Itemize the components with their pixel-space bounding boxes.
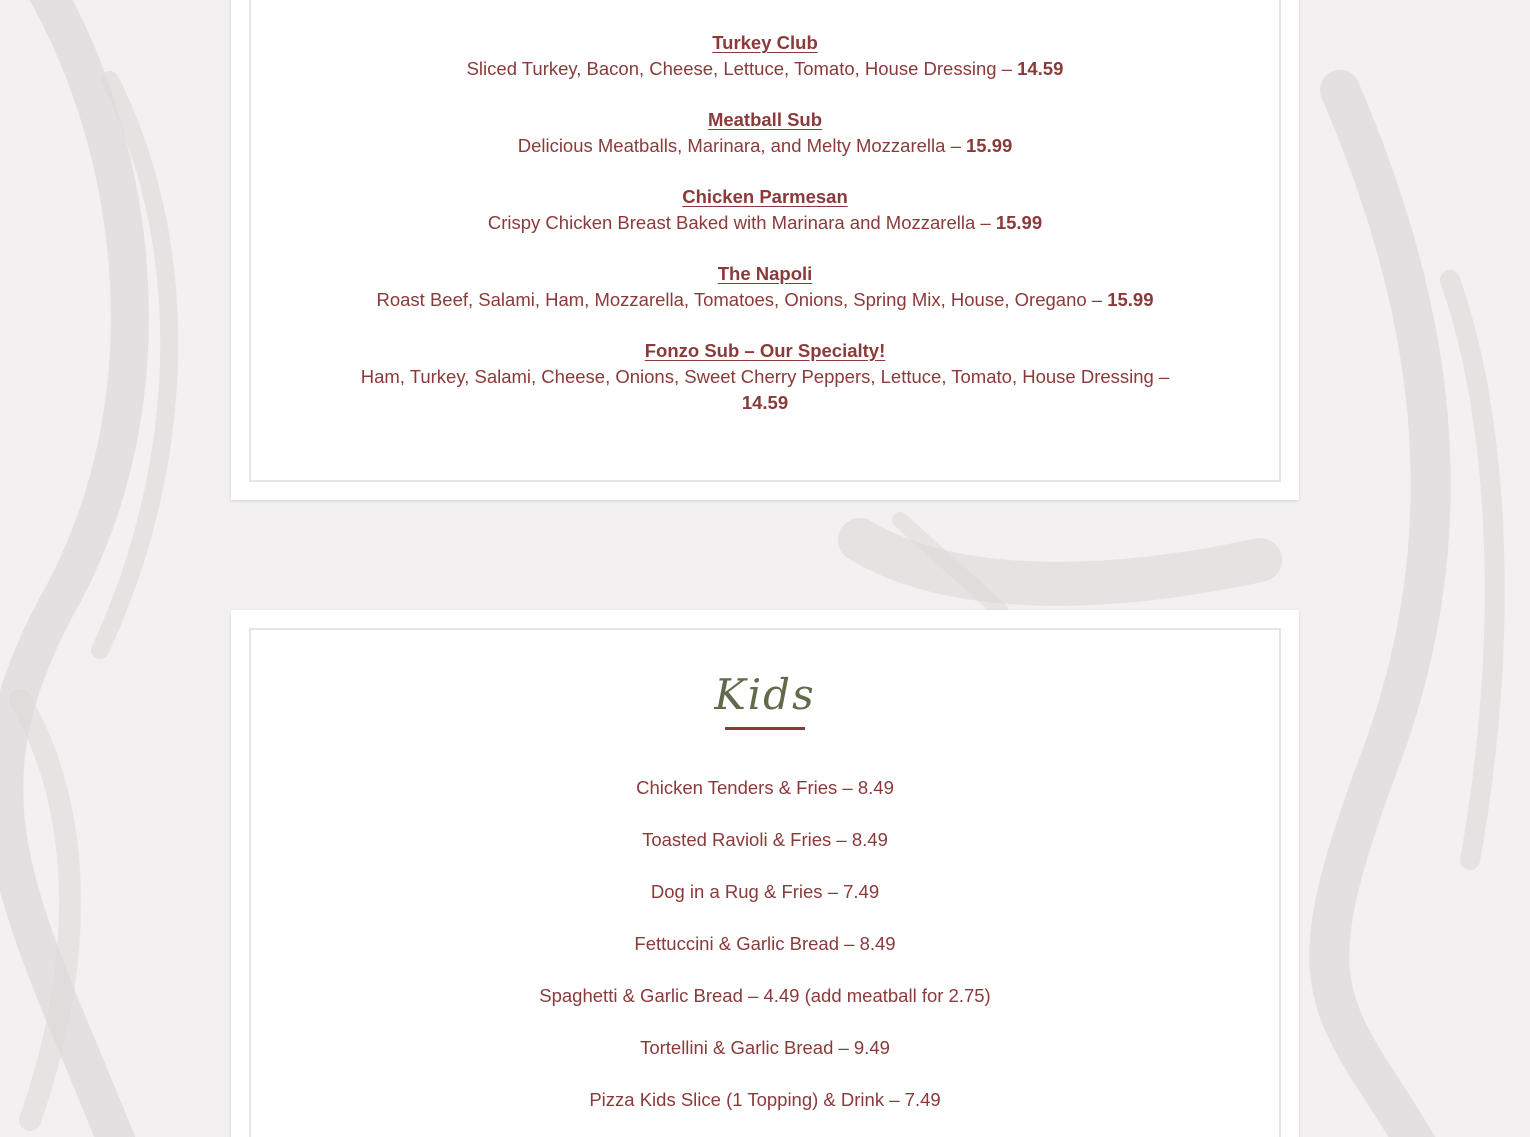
menu-item-description: Delicious Meatballs, Marinara, and Melty Mozzarella – 15.99 <box>517 135 1013 156</box>
menu-item-price: 15.99 <box>995 212 1043 233</box>
menu-item-name: Fonzo Sub – Our Specialty! <box>644 340 886 361</box>
kids-card <box>231 610 1299 1137</box>
kids-item: Tortellini & Garlic Bread – 9.49 <box>640 1037 890 1058</box>
menu-item-name: Meatball Sub <box>707 109 823 130</box>
menu-item-the-napoli <box>231 261 1299 313</box>
menu-item-meatball-sub <box>231 107 1299 159</box>
menu-item-price: 14.59 <box>1017 58 1064 79</box>
subs-card <box>231 0 1299 500</box>
menu-item-name: The Napoli <box>717 263 813 284</box>
menu-item-chicken-parmesan <box>231 184 1299 236</box>
menu-item-price: 15.99 <box>1107 289 1154 310</box>
kids-item: Pizza Kids Slice (1 Topping) & Drink – 7.49 <box>589 1089 941 1110</box>
menu-item-description: Ham, Turkey, Salami, Cheese, Onions, Sweet Cherry Peppers, Lettuce, Tomato, House Dressing – 14.59 <box>360 366 1170 413</box>
menu-item-fonzo-sub <box>231 338 1299 416</box>
kids-item: Chicken Tenders & Fries – 8.49 <box>636 777 894 798</box>
kids-item: Spaghetti & Garlic Bread – 4.49 (add meatball for 2.75) <box>539 985 991 1006</box>
menu-item-description: Crispy Chicken Breast Baked with Marinara and Mozzarella – 15.99 <box>487 212 1043 233</box>
section-title-kids: Kids <box>714 670 816 719</box>
menu-item-name: Turkey Club <box>712 32 818 53</box>
menu-item-price: 15.99 <box>966 135 1013 156</box>
menu-item-price: 14.59 <box>741 392 789 413</box>
kids-item: Dog in a Rug & Fries – 7.49 <box>650 881 880 902</box>
menu-item-description: Roast Beef, Salami, Ham, Mozzarella, Tomatoes, Onions, Spring Mix, House, Oregano – 15.99 <box>376 289 1154 310</box>
menu-item-name: Chicken Parmesan <box>682 186 848 207</box>
title-underline <box>725 727 805 730</box>
menu-item-turkey-club <box>231 30 1299 82</box>
kids-item: Fettuccini & Garlic Bread – 8.49 <box>634 933 896 954</box>
menu-item-description: Sliced Turkey, Bacon, Cheese, Lettuce, Tomato, House Dressing – 14.59 <box>466 58 1064 79</box>
kids-item: Toasted Ravioli & Fries – 8.49 <box>642 829 888 850</box>
